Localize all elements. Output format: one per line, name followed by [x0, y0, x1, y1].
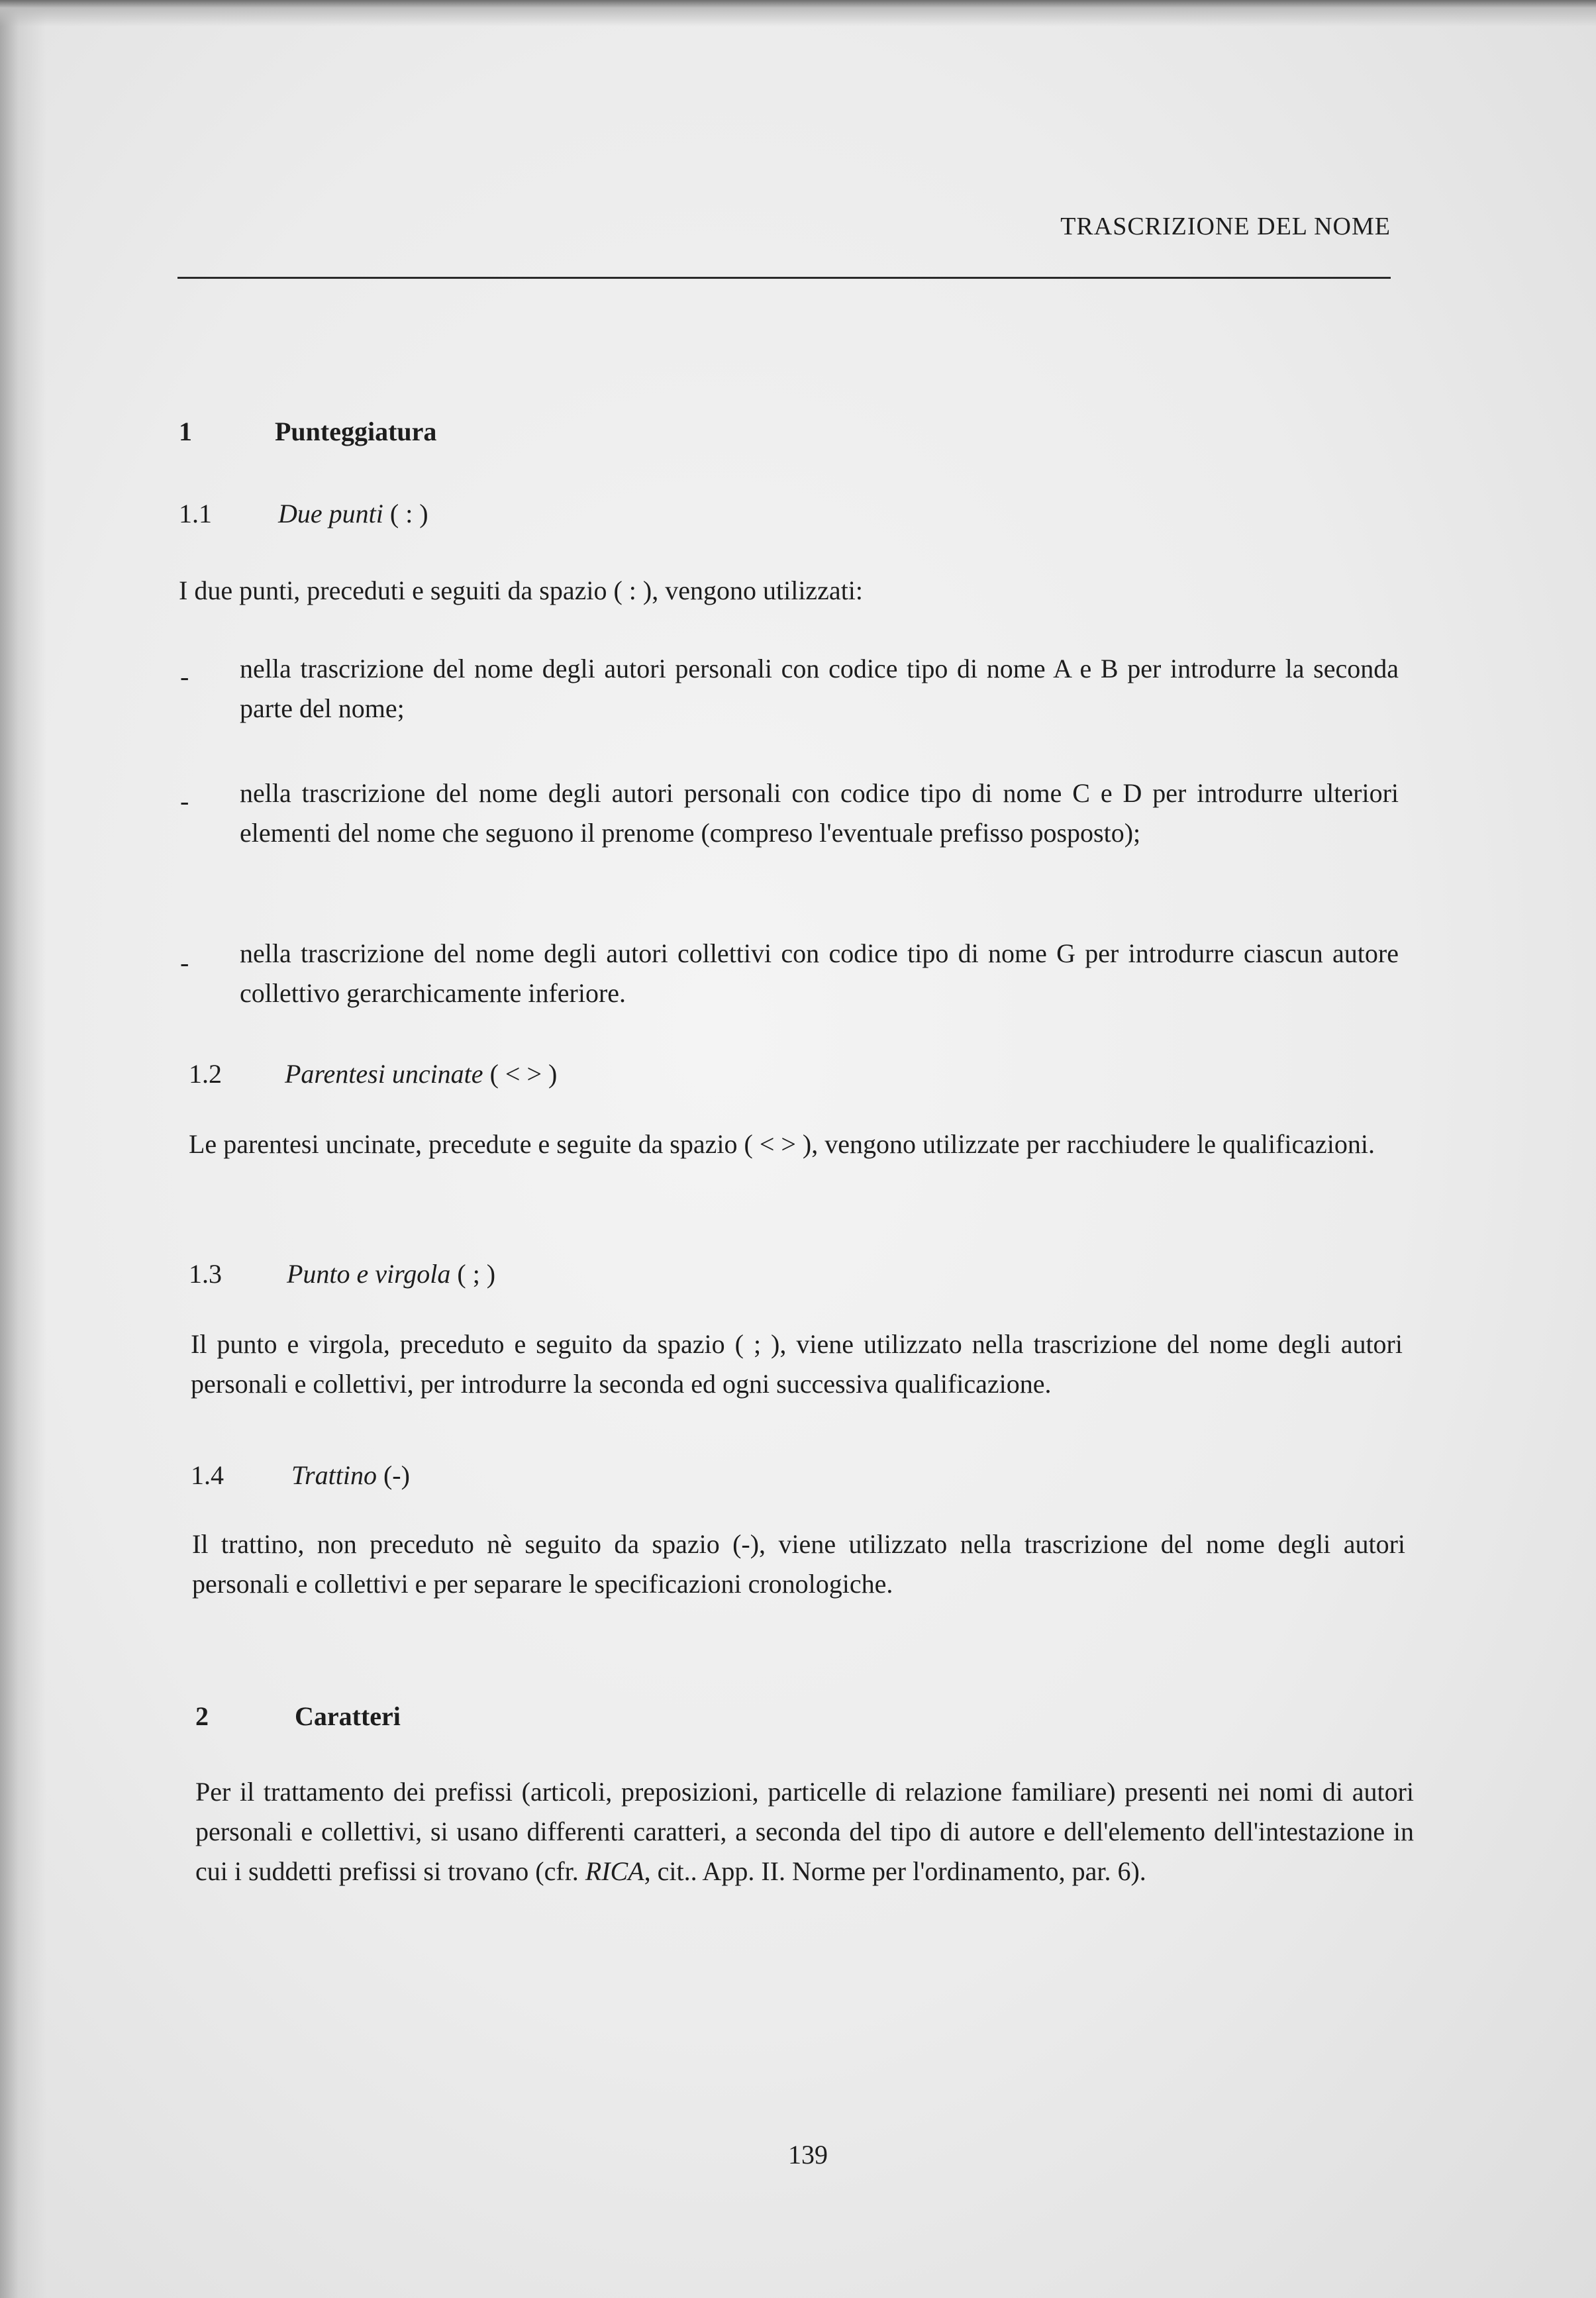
subsection-symbol: ( < > ) — [489, 1059, 558, 1089]
subsection-title: Due punti ( : ) — [278, 499, 428, 528]
paragraph-1-3: Il punto e virgola, preceduto e seguito da spazio ( ; ), viene utilizzato nella trascrizione del nome degli autori personali e collettivi, per introdurre la seconda ed ogni successiva qualificazione. — [191, 1329, 1403, 1399]
bullet-dash: - — [180, 948, 189, 977]
bullet-item: nella trascrizione del nome degli autori personali con codice tipo di nome C e D per introdurre ulteriori elementi del nome che seguono il prenome (compreso l'eventuale prefisso posposto); — [240, 778, 1399, 848]
subsection-title: Parentesi uncinate ( < > ) — [285, 1059, 558, 1089]
running-head: TRASCRIZIONE DEL NOME — [1060, 213, 1391, 240]
bullet-dash: - — [180, 786, 189, 816]
bullet-dash: - — [180, 662, 189, 691]
subsection-1-1-heading — [179, 498, 775, 531]
subsection-symbol: ( : ) — [389, 499, 428, 528]
paragraph-1-1-intro: I due punti, preceduti e seguiti da spazio ( : ), vengono utilizzati: — [179, 575, 864, 605]
rica-citation: RICA — [585, 1856, 644, 1886]
section-title: Caratteri — [295, 1701, 401, 1731]
subsection-symbol: ( ; ) — [457, 1259, 496, 1289]
subsection-number: 1.1 — [179, 499, 212, 528]
section-number: 1 — [179, 417, 192, 446]
bullet-item: nella trascrizione del nome degli autori personali con codice tipo di nome A e B per introdurre la seconda parte del nome; — [240, 654, 1399, 723]
paragraph-1-2: Le parentesi uncinate, precedute e seguite da spazio ( < > ), vengono utilizzate per racchiudere le qualificazioni. — [189, 1129, 1375, 1159]
subsection-1-3-heading — [189, 1258, 785, 1291]
subsection-number: 1.2 — [189, 1059, 222, 1089]
subsection-number: 1.3 — [189, 1259, 222, 1289]
binding-shadow — [0, 0, 46, 2298]
section-2-heading — [195, 1701, 791, 1734]
subsection-1-2-heading — [189, 1058, 785, 1091]
paragraph-1-4: Il trattino, non preceduto nè seguito da spazio (-), viene utilizzato nella trascrizione del nome degli autori personali e collettivi e per separare le specificazioni cronologiche. — [192, 1529, 1405, 1599]
section-title: Punteggiatura — [275, 417, 437, 446]
bullet-item: nella trascrizione del nome degli autori collettivi con codice tipo di nome G per introdurre ciascun autore collettivo gerarchicamente inferiore. — [240, 938, 1399, 1008]
page-number: 139 — [788, 2140, 828, 2170]
subsection-title: Punto e virgola ( ; ) — [287, 1259, 496, 1289]
top-edge-shadow — [0, 0, 1596, 26]
section-number: 2 — [195, 1701, 209, 1731]
subsection-title: Trattino (-) — [291, 1460, 410, 1490]
header-rule — [177, 277, 1391, 279]
section-1-heading — [179, 416, 775, 449]
paragraph-2: Per il trattamento dei prefissi (articoli, preposizioni, particelle di relazione familiare) presenti nei nomi di autori personali e collettivi, si usano differenti caratteri, a seconda del tipo di autore e dell'elemento dell'intestazione in cui i suddetti prefissi si trovano (cfr. RICA, cit.. App. II. Norme per l'ordinamento, par. 6). — [195, 1777, 1414, 1886]
subsection-number: 1.4 — [191, 1460, 224, 1490]
subsection-symbol: (-) — [383, 1460, 410, 1490]
subsection-1-4-heading — [191, 1460, 787, 1493]
